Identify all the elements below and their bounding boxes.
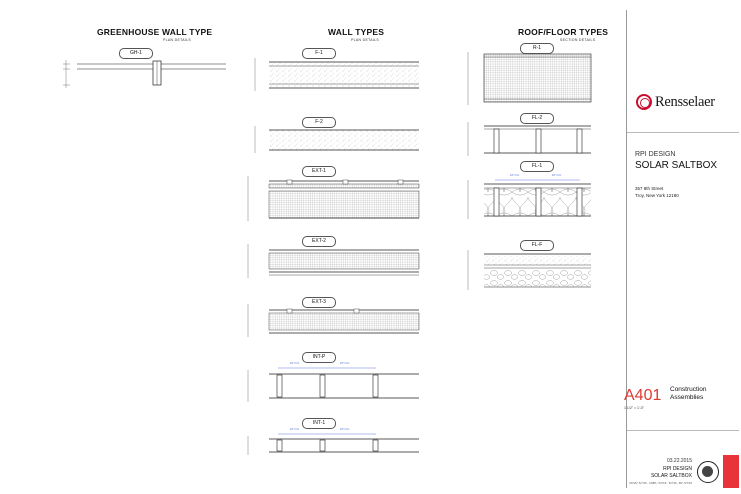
ext3-detail: [248, 304, 419, 337]
rensselaer-logo: [636, 92, 736, 112]
intp-detail: [248, 368, 419, 402]
stamp-project-name: SOLAR SALTBOX: [650, 473, 692, 479]
r1-detail: [468, 52, 591, 105]
int1-detail: [248, 434, 419, 455]
tag-gh1: GH-1: [119, 48, 153, 59]
tag-ext1: EXT-1: [302, 166, 336, 177]
ext1-detail: [248, 176, 419, 221]
flf-detail: [468, 250, 591, 290]
address-line-1: 357 8th Street: [635, 186, 664, 191]
roof-floor-heading: ROOF/FLOOR TYPES: [518, 27, 609, 37]
roof-floor-subheading: SECTION DETAILS: [560, 38, 596, 42]
tag-f1: F-1: [302, 48, 336, 59]
divider: [627, 132, 739, 133]
tag-f2: F-2: [302, 117, 336, 128]
address-line-2: Troy, New York 12180: [635, 193, 679, 198]
sheet-title-line-1: Construction: [670, 386, 707, 393]
tag-ext3: EXT-3: [302, 297, 336, 308]
intp-spacing-b: 16" O.C.: [340, 362, 350, 365]
title-block: [626, 10, 739, 488]
ext2-detail: [248, 244, 419, 278]
greenhouse-heading: GREENHOUSE WALL TYPE: [97, 27, 213, 37]
divider: [627, 430, 739, 431]
fl1-spacing-a: 16" O.C.: [510, 174, 520, 177]
int1-spacing-a: 16" O.C.: [290, 428, 300, 431]
tag-flf: FL-F: [520, 240, 554, 251]
project-label: RPI DESIGN: [635, 151, 676, 158]
logo-text: Rensselaer: [655, 93, 715, 110]
fl1-detail: [468, 180, 591, 219]
wall-types-subheading: PLAN DETAILS: [351, 38, 380, 42]
fl1-spacing-b: 16" O.C.: [552, 174, 562, 177]
f2-detail: [255, 126, 419, 153]
int1-spacing-b: 16" O.C.: [340, 428, 350, 431]
tag-fl1: FL-1: [520, 161, 554, 172]
stamp-date: 03.22.2015: [666, 458, 692, 464]
tag-intp: INT-P: [302, 352, 336, 363]
wall-types-heading: WALL TYPES: [328, 27, 385, 37]
stamp-project-label: RPI DESIGN: [663, 466, 692, 472]
fl2-detail: [468, 122, 591, 156]
rensselaer-seal-icon: [636, 94, 652, 110]
red-accent-bar: [723, 455, 739, 488]
intp-spacing-a: 16" O.C.: [290, 362, 300, 365]
gh1-detail: [63, 60, 226, 88]
stamp-seal-icon: [697, 461, 719, 483]
sheet-title-line-2: Assemblies: [670, 394, 704, 401]
sheet-number: A401: [624, 387, 662, 404]
tag-int1: INT-1: [302, 418, 336, 429]
f1-detail: [255, 58, 419, 91]
tag-ext2: EXT-2: [302, 236, 336, 247]
stamp-fine-print: RCVD: 5/7/16 - CMPL: 5/7/16 - 5/7/16 - BV: 5/7/16: [629, 481, 692, 485]
project-name: SOLAR SALTBOX: [635, 160, 718, 171]
sheet-scale: 1 1/2" = 1'-0": [624, 406, 644, 410]
tag-r1: R-1: [520, 43, 554, 54]
greenhouse-subheading: PLAN DETAILS: [163, 38, 192, 42]
tag-fl2: FL-2: [520, 113, 554, 124]
